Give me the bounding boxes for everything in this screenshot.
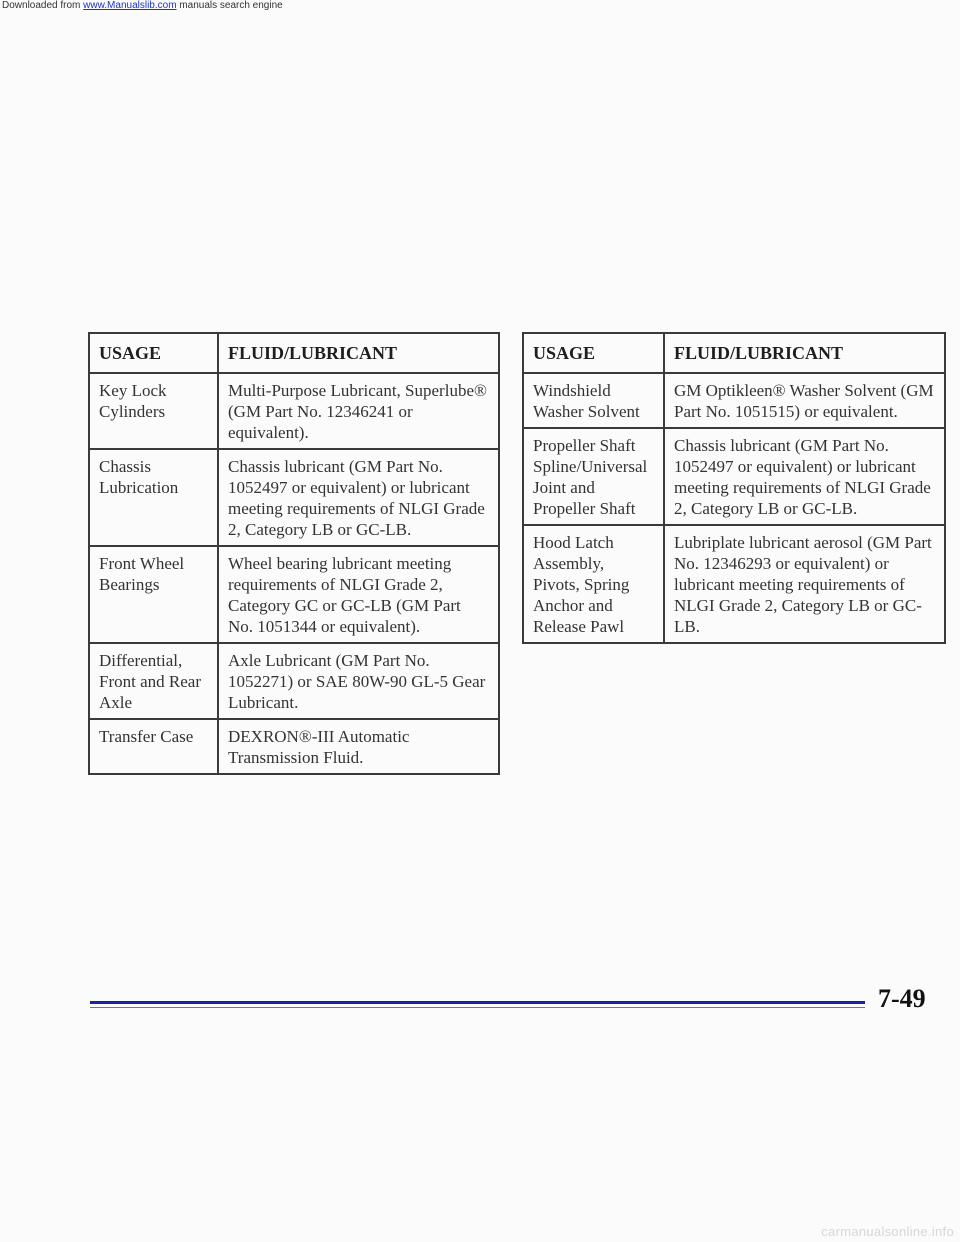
table-row (89, 449, 499, 546)
fluid-cell: Multi-Purpose Lubricant, Superlube® (GM Part No. 12346241 or equivalent). (218, 373, 499, 449)
usage-cell: Front Wheel Bearings (89, 546, 218, 643)
footer-rule-thin (90, 1007, 865, 1008)
download-prefix: Downloaded from (2, 0, 84, 11)
fluid-cell: Chassis lubricant (GM Part No. 1052497 or equivalent) or lubricant meeting requirements of NLGI Grade 2, Category LB or GC-LB. (664, 428, 945, 525)
usage-column-header: USAGE (523, 333, 664, 373)
site-watermark: carmanualsonline.info (821, 1224, 954, 1239)
fluid-cell: Lubriplate lubricant aerosol (GM Part No. 12346293 or equivalent) or lubricant meeting requirements of NLGI Grade 2, Category LB or GC-LB. (664, 525, 945, 643)
fluid-cell: DEXRON®-III Automatic Transmission Fluid. (218, 719, 499, 774)
fluid-cell: Wheel bearing lubricant meeting requirements of NLGI Grade 2, Category GC or GC-LB (GM Part No. 1051344 or equivalent). (218, 546, 499, 643)
download-suffix: manuals search engine (176, 0, 283, 11)
usage-cell: Hood Latch Assembly, Pivots, Spring Anchor and Release Pawl (523, 525, 664, 643)
table-row (89, 643, 499, 719)
table-row (523, 428, 945, 525)
usage-cell: Key Lock Cylinders (89, 373, 218, 449)
table-header-row (523, 333, 945, 373)
table-header-row (89, 333, 499, 373)
table-row (89, 373, 499, 449)
table-row (89, 719, 499, 774)
left-fluid-table (88, 332, 500, 775)
table-row (523, 525, 945, 643)
usage-cell: Differential, Front and Rear Axle (89, 643, 218, 719)
right-fluid-table (522, 332, 946, 644)
table-row (523, 373, 945, 428)
page-number: 7-49 (878, 984, 926, 1013)
fluid-cell: Chassis lubricant (GM Part No. 1052497 or equivalent) or lubricant meeting requirements of NLGI Grade 2, Category LB or GC-LB. (218, 449, 499, 546)
download-banner (0, 0, 283, 14)
table-row (89, 546, 499, 643)
usage-cell: Windshield Washer Solvent (523, 373, 664, 428)
fluid-cell: GM Optikleen® Washer Solvent (GM Part No. 1051515) or equivalent. (664, 373, 945, 428)
footer-rule (90, 1001, 865, 1004)
usage-column-header: USAGE (89, 333, 218, 373)
fluid-cell: Axle Lubricant (GM Part No. 1052271) or SAE 80W-90 GL-5 Gear Lubricant. (218, 643, 499, 719)
fluid-column-header: FLUID/LUBRICANT (664, 333, 945, 373)
usage-cell: Transfer Case (89, 719, 218, 774)
fluid-column-header: FLUID/LUBRICANT (218, 333, 499, 373)
usage-cell: Propeller Shaft Spline/Universal Joint and Propeller Shaft (523, 428, 664, 525)
manualslib-link[interactable]: www.Manualslib.com (83, 0, 177, 11)
usage-cell: Chassis Lubrication (89, 449, 218, 546)
